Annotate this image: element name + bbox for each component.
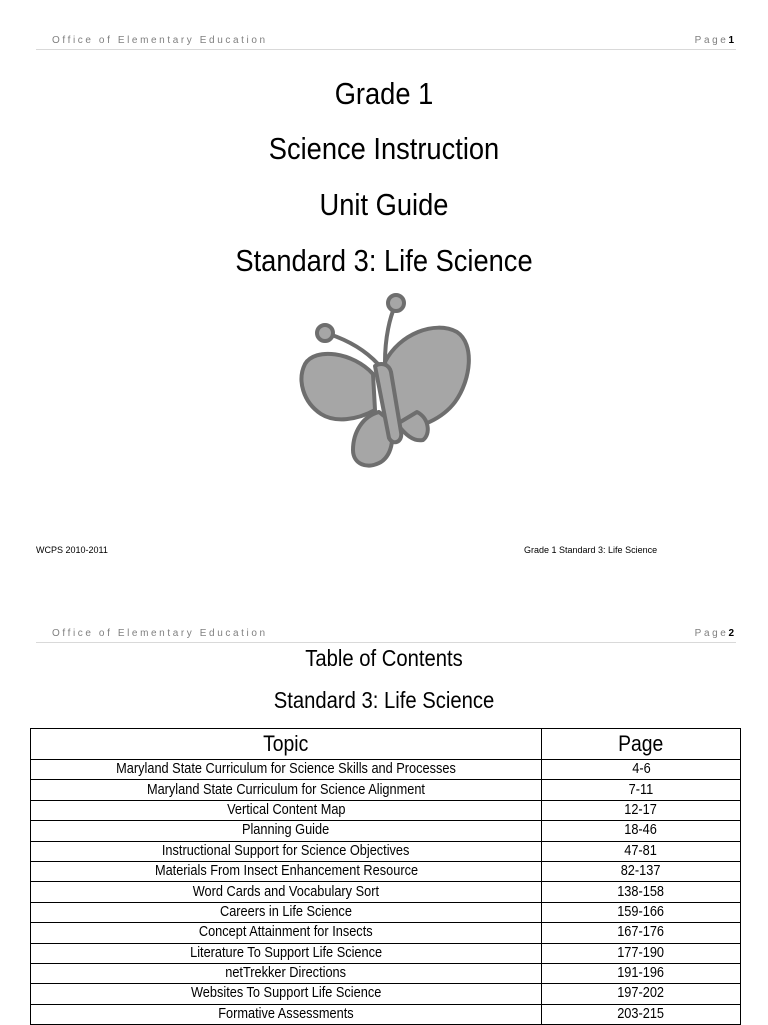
toc-topic-text: Word Cards and Vocabulary Sort	[192, 883, 380, 900]
toc-topic	[31, 780, 542, 800]
toc-page	[542, 943, 741, 963]
footer-left: WCPS 2010-2011	[36, 545, 108, 555]
toc-topic-text: Maryland State Curriculum for Science Skills and Processes	[116, 761, 456, 778]
toc-page-text: 159-166	[617, 903, 665, 920]
toc-topic	[31, 1004, 542, 1024]
toc-topic	[31, 923, 542, 943]
header-office: Office of Elementary Education	[52, 628, 268, 639]
toc-page	[542, 1004, 741, 1024]
toc-header-page-label: Page	[618, 731, 664, 756]
title-unit-guide: Unit Guide	[319, 187, 449, 222]
table-row	[31, 984, 741, 1004]
toc-page	[542, 882, 741, 902]
toc-table	[30, 728, 741, 1025]
table-row	[31, 882, 741, 902]
toc-topic	[31, 861, 542, 881]
toc-topic	[31, 963, 542, 983]
toc-page	[542, 780, 741, 800]
table-row	[31, 841, 741, 861]
toc-page-text: 191-196	[617, 965, 665, 982]
toc-page-text: 167-176	[617, 924, 665, 941]
header-office: Office of Elementary Education	[52, 35, 268, 46]
toc-page-text: 7-11	[628, 781, 654, 798]
toc-topic-text: Literature To Support Life Science	[189, 944, 383, 961]
toc-page	[542, 841, 741, 861]
table-row	[31, 1004, 741, 1024]
toc-topic	[31, 760, 542, 780]
toc-page-text: 82-137	[621, 863, 661, 880]
toc-header-row	[31, 729, 741, 760]
header-page-word: Page	[694, 628, 729, 639]
toc-header-page	[542, 729, 741, 760]
toc-page	[542, 800, 741, 820]
toc-header-topic	[31, 729, 542, 760]
toc-topic	[31, 984, 542, 1004]
toc-topic-text: Instructional Support for Science Objectives	[162, 842, 410, 859]
toc-header-topic-label: Topic	[263, 731, 309, 756]
table-row	[31, 760, 741, 780]
toc-page-text: 18-46	[624, 822, 658, 839]
toc-topic	[31, 841, 542, 861]
toc-topic	[31, 943, 542, 963]
toc-topic-text: Vertical Content Map	[226, 801, 346, 818]
header-page-number	[695, 35, 734, 46]
toc-page-text: 47-81	[624, 842, 658, 859]
toc-topic	[31, 821, 542, 841]
table-row	[31, 800, 741, 820]
page-number: 1	[728, 35, 734, 46]
toc-topic-text: Planning Guide	[242, 822, 330, 839]
toc-topic	[31, 902, 542, 922]
table-row	[31, 923, 741, 943]
title-standard: Standard 3: Life Science	[235, 243, 533, 278]
toc-topic	[31, 882, 542, 902]
toc-topic-text: Careers in Life Science	[220, 903, 352, 920]
toc-page	[542, 963, 741, 983]
table-row	[31, 943, 741, 963]
toc-page	[542, 821, 741, 841]
table-row	[31, 963, 741, 983]
toc-page-text: 177-190	[617, 944, 665, 961]
toc-topic-text: Materials From Insect Enhancement Resource	[154, 863, 418, 880]
toc-page-text: 197-202	[617, 985, 665, 1002]
toc-topic-text: Formative Assessments	[218, 1005, 354, 1022]
table-row	[31, 821, 741, 841]
table-row	[31, 861, 741, 881]
toc-page	[542, 923, 741, 943]
toc-topic-text: netTrekker Directions	[225, 965, 347, 982]
table-row	[31, 780, 741, 800]
butterfly-icon	[295, 292, 475, 474]
toc-page	[542, 984, 741, 1004]
toc-page-text: 138-158	[617, 883, 665, 900]
toc-topic-text: Maryland State Curriculum for Science Alignment	[146, 781, 425, 798]
header-page-word: Page	[694, 35, 729, 46]
page-number: 2	[728, 628, 734, 639]
footer-right: Grade 1 Standard 3: Life Science	[524, 545, 658, 555]
toc-topic-text: Websites To Support Life Science	[190, 985, 382, 1002]
title-science-instruction: Science Instruction	[268, 131, 500, 166]
header-page-number	[695, 628, 734, 639]
page-header	[36, 628, 736, 643]
table-row	[31, 902, 741, 922]
title-grade: Grade 1	[334, 76, 434, 111]
toc-page	[542, 861, 741, 881]
toc-topic-text: Concept Attainment for Insects	[199, 924, 373, 941]
toc-topic	[31, 800, 542, 820]
page-header	[36, 35, 736, 50]
toc-page-text: 4-6	[631, 761, 651, 778]
toc-page-text: 203-215	[617, 1005, 665, 1022]
toc-page-text: 12-17	[624, 801, 658, 818]
toc-subtitle: Standard 3: Life Science	[273, 687, 495, 713]
toc-page	[542, 902, 741, 922]
toc-page	[542, 760, 741, 780]
toc-title: Table of Contents	[305, 645, 463, 671]
